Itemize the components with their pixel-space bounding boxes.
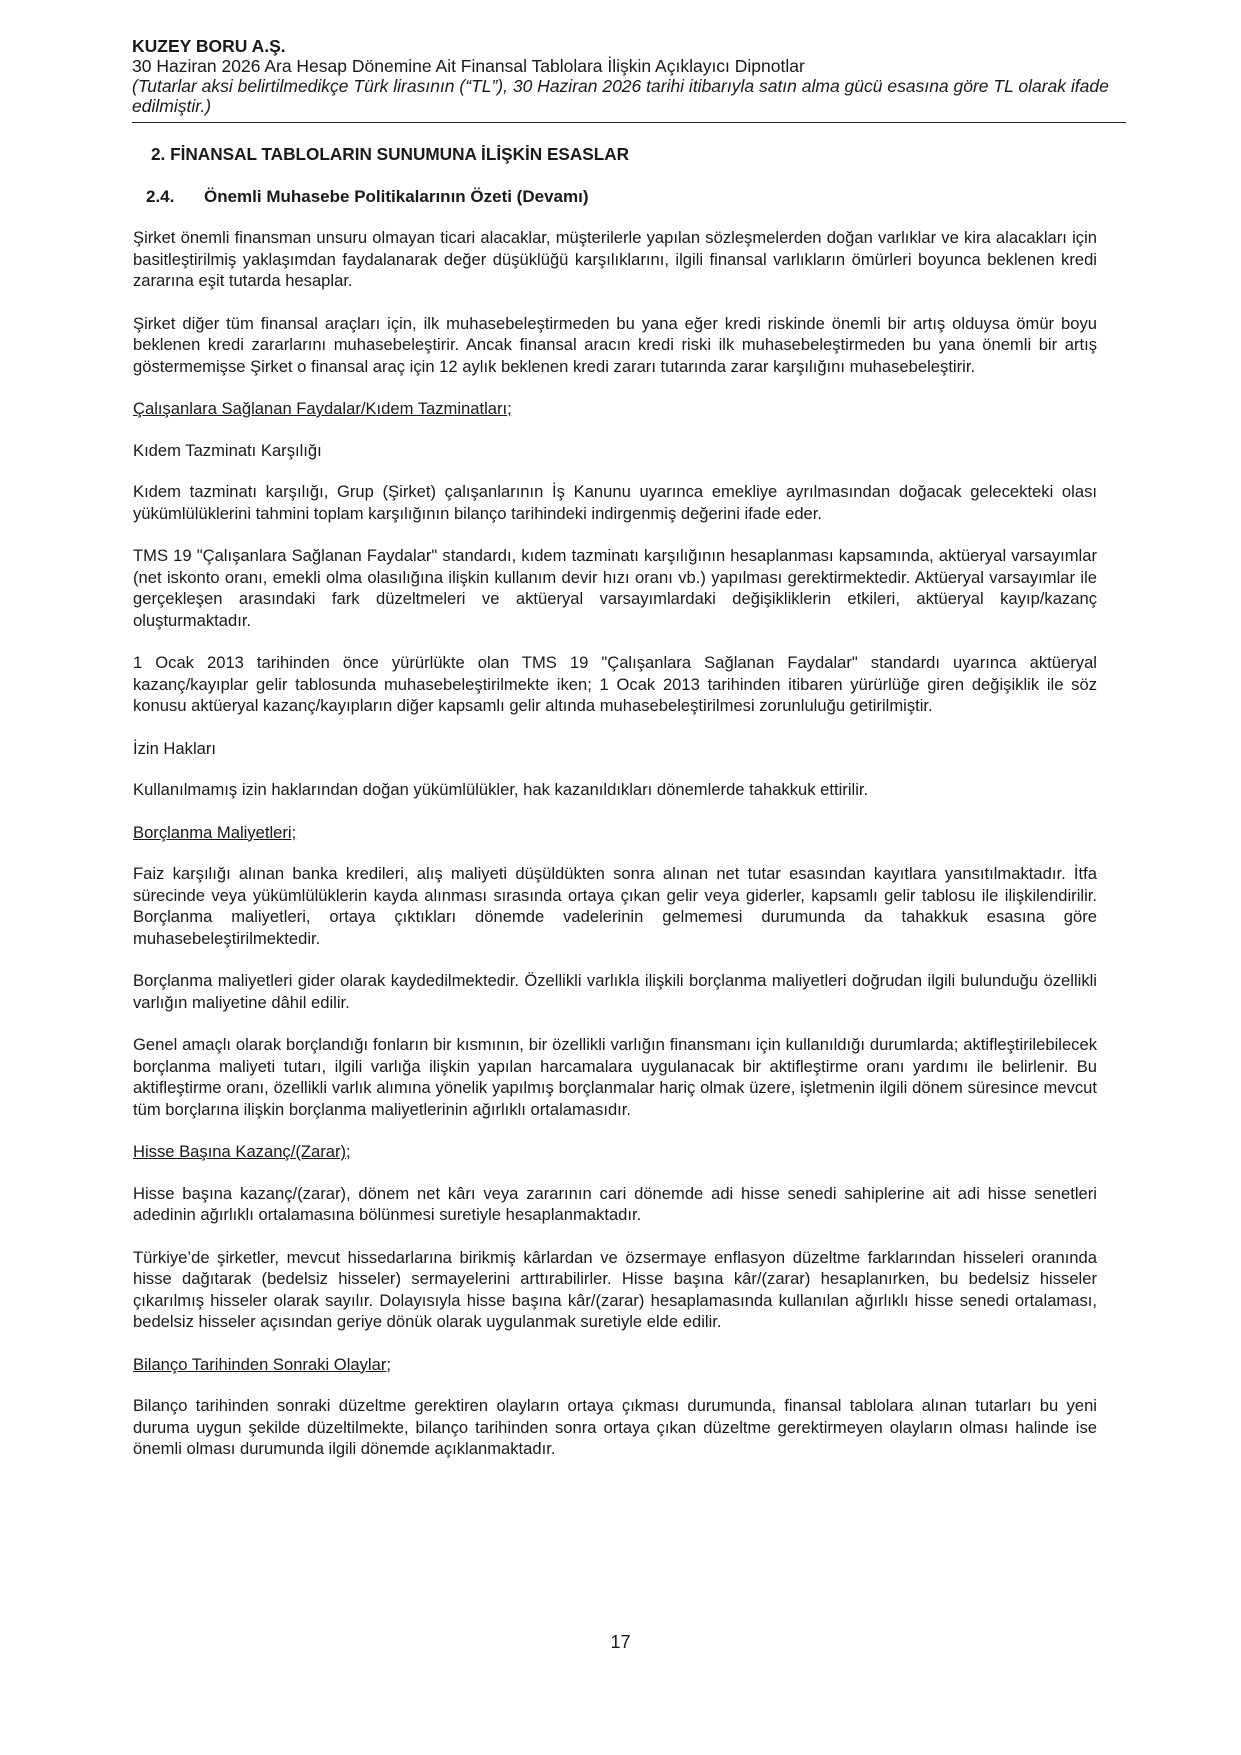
paragraph-severance: Kıdem tazminatı karşılığı, Grup (Şirket) çalışanlarının İş Kanunu uyarınca emekliye ayrılmasından doğacak gelecekteki olası yükümlülüklerini tahmini toplam karşılığının bilanço tarihindeki indirgenmiş değerini ifade eder. (133, 482, 1097, 523)
paragraph-borrowing-expense: Borçlanma maliyetleri gider olarak kaydedilmektedir. Özellikli varlıkla ilişkili borçlanma maliyetleri doğrudan ilgili bulunduğu özellikli varlığın maliyetine dâhil edilir. (133, 971, 1097, 1012)
subsection-heading (146, 186, 1097, 208)
subsection-number: 2.4. (146, 186, 175, 206)
heading-employee-benefits: Çalışanlara Sağlanan Faydalar/Kıdem Tazminatları; (133, 399, 512, 418)
paragraph-subsequent-events: Bilanço tarihinden sonraki düzeltme gerektiren olayların ortaya çıkması durumunda, finansal tablolara alınan tutarları bu yeni duruma uygun şekilde düzeltilmekte, bilanço tarihinden sonra ortaya çıkan düzeltme gerektirmeyen olayların olması halinde ise önemli olması durumunda ilgili dönemde açıklanmaktadır. (133, 1396, 1097, 1458)
header-divider (132, 122, 1126, 123)
paragraph-leave-rights: Kullanılmamış izin haklarından doğan yükümlülükler, hak kazanıldıkları dönemlerde tahakkuk ettirilir. (133, 780, 869, 799)
paragraph-simplified-approach: Şirket önemli finansman unsuru olmayan ticari alacaklar, müşterilerle yapılan sözleşmelerden doğan varlıklar ve kira alacakları için basitleştirilmiş yaklaşımdan faydalanarak değer düşüklüğü karşılıklarını, ilgili finansal varlıkların ömürleri boyunca beklenen kredi zararına eşit tutarda hesaplar. (133, 228, 1097, 290)
subsection-title: Önemli Muhasebe Politikalarının Özeti (Devamı) (204, 186, 589, 206)
heading-earnings-per-share: Hisse Başına Kazanç/(Zarar); (133, 1142, 351, 1161)
section-heading: 2. FİNANSAL TABLOLARIN SUNUMUNA İLİŞKİN ESASLAR (151, 144, 630, 164)
paragraph-tms19-2013: 1 Ocak 2013 tarihinden önce yürürlükte olan TMS 19 "Çalışanlara Sağlanan Faydalar" standardı uyarınca aktüeryal kazanç/kayıplar gelir tablosunda muhasebeleştirilmekte iken; 1 Ocak 2013 tarihinden itibaren yürürlüğe giren değişiklik ile söz konusu aktüeryal kazanç/kayıpların diğer kapsamlı gelir altında muhasebeleştirilmesi zorunluluğu getirilmiştir. (133, 653, 1097, 715)
paragraph-eps: Hisse başına kazanç/(zarar), dönem net kârı veya zararının cari dönemde adi hisse senedi sahiplerine ait adi hisse senetleri adedinin ağırlıklı ortalamasına bölünmesi suretiyle hesaplanmaktadır. (133, 1183, 1097, 1224)
page-body (133, 144, 1097, 1481)
heading-leave-rights: İzin Hakları (133, 738, 216, 758)
currency-note (132, 76, 1126, 116)
heading-subsequent-events: Bilanço Tarihinden Sonraki Olaylar; (133, 1354, 391, 1374)
report-title: 30 Haziran 2026 Ara Hesap Dönemine Ait Finansal Tablolara İlişkin Açıklayıcı Dipnotlar (132, 56, 805, 76)
heading-borrowing-costs: Borçlanma Maliyetleri; (133, 822, 297, 842)
page-header (132, 36, 1126, 116)
paragraph-capitalisation: Genel amaçlı olarak borçlandığı fonların bir kısmının, bir özellikli varlığın finansmanı için kullanıldığı durumlarda; aktifleştirilebilecek borçlanma maliyeti tutarı, ilgili varlığa ilişkin yapılan harcamalara uygulanacak bir aktifleştirme oranı yardımı ile belirlenir. Bu aktifleştirme oranı, özellikli varlık alımına yönelik yapılmış borçlanmalar hariç olmak üzere, işletmenin ilgili dönem süresince mevcut tüm borçlarına ilişkin borçlanma maliyetlerinin ağırlıklı ortalamasıdır. (133, 1035, 1097, 1119)
paragraph-credit-risk: Şirket diğer tüm finansal araçları için, ilk muhasebeleştirmeden bu yana eğer kredi riskinde önemli bir artış olduysa ömür boyu beklenen kredi zararlarını muhasebeleştirir. Ancak finansal aracın kredi riski ilk muhasebeleştirmeden bu yana önemli bir artış göstermemişse Şirket o finansal araç için 12 aylık beklenen kredi zararı tutarında zarar karşılığını muhasebeleştirir. (133, 313, 1097, 376)
company-name: KUZEY BORU A.Ş. (132, 36, 286, 56)
paragraph-bank-loans: Faiz karşılığı alınan banka kredileri, alış maliyeti düşüldükten sonra alınan net tutar esasından kayıtlara yansıtılmaktadır. İtfa sürecinde veya yükümlülüklerin kayda alınması sırasında ortaya çıkan gelir veya giderler, kapsamlı gelir tablosu ile ilişkilendirilir. Borçlanma maliyetleri, ortaya çıktıkları dönemde vadelerinin gelmemesi durumunda da tahakkuk esasına göre muhasebeleştirilmektedir. (133, 864, 1097, 948)
heading-severance-provision: Kıdem Tazminatı Karşılığı (133, 440, 322, 460)
page-number: 17 (610, 1632, 631, 1652)
currency-note-text: (Tutarlar aksi belirtilmedikçe Türk lirasının (“TL”), 30 Haziran 2026 tarihi itibarıyla satın alma gücü esasına göre TL olarak ifade edilmiştir.) (132, 76, 1109, 116)
paragraph-bonus-shares: Türkiye’de şirketler, mevcut hissedarlarına birikmiş kârlardan ve özsermaye enflasyon düzeltme farklarından hisseleri oranında hisse dağıtarak (bedelsiz hisseler) sermayelerini arttırabilirler. Hisse başına kâr/(zarar) hesaplanırken, bu bedelsiz hisseler çıkarılmış hisseler olarak sayılır. Dolayısıyla hisse başına kâr/(zarar) hesaplamasında kullanılan ağırlıklı hisse senedi ortalaması, bedelsiz hisseler açısından geriye dönük olarak uygulanmak suretiyle elde edilir. (133, 1247, 1097, 1331)
paragraph-tms19: TMS 19 "Çalışanlara Sağlanan Faydalar" standardı, kıdem tazminatı karşılığının hesaplanması kapsamında, aktüeryal varsayımlar (net iskonto oranı, emekli olma olasılığına ilişkin kullanım devir hızı oranı vb.) yapılması gerektirmektedir. Aktüeryal varsayımlar ile gerçekleşen arasındaki fark düzeltmeleri ve aktüeryal varsayımlardaki değişikliklerin etkileri, aktüeryal kayıp/kazanç oluşturmaktadır. (133, 546, 1097, 630)
